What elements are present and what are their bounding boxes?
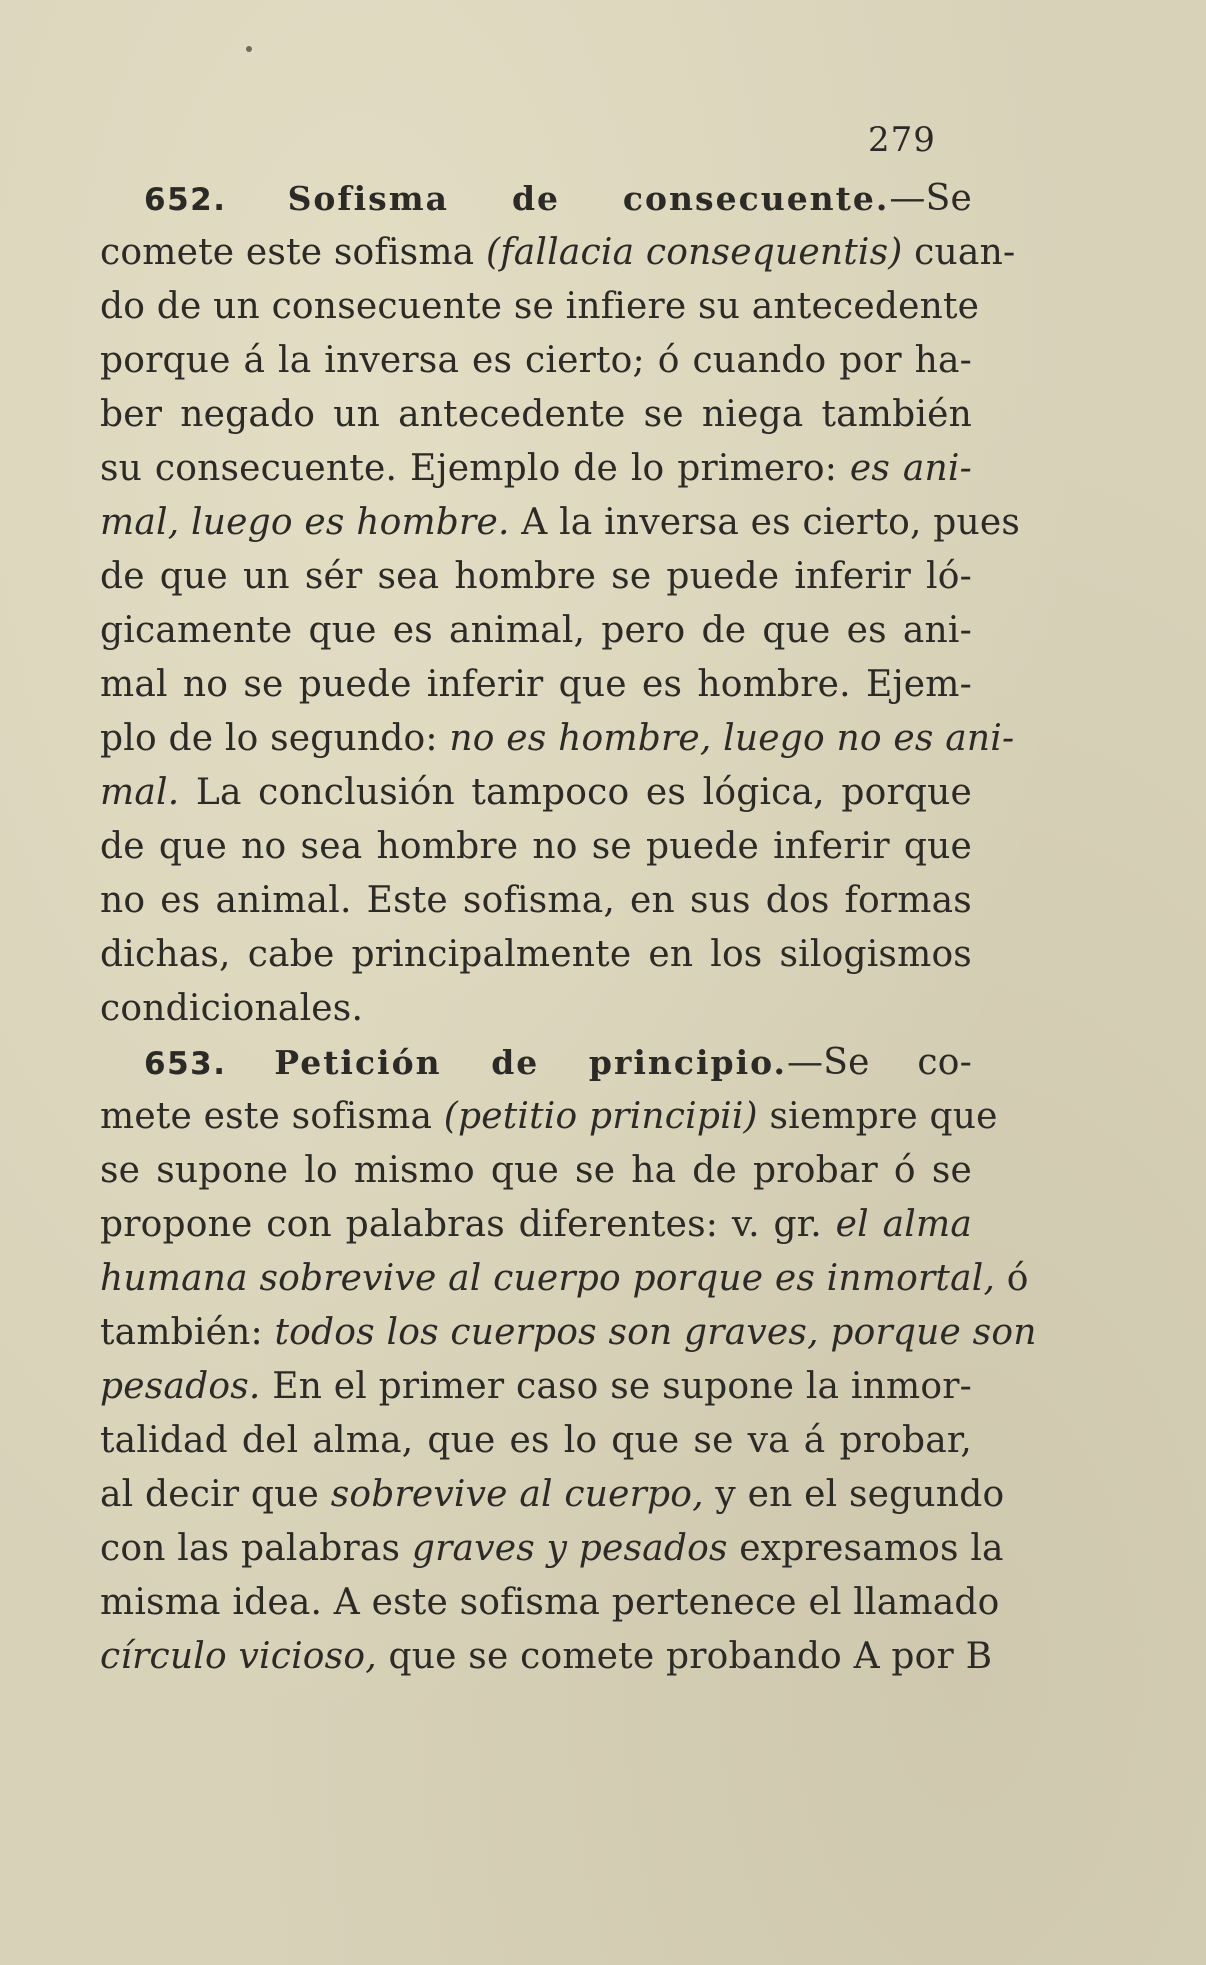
italic-run: es ani- bbox=[849, 448, 972, 489]
text-line bbox=[100, 550, 972, 604]
text-line bbox=[100, 1630, 993, 1684]
text-line bbox=[100, 1360, 972, 1414]
body-text bbox=[100, 172, 1037, 1684]
text-run: A la inversa es cierto, pues bbox=[509, 502, 1021, 543]
text-run: al decir que bbox=[100, 1474, 331, 1515]
text-run: La conclusión tampoco es lógica, porque bbox=[179, 772, 972, 813]
text-line bbox=[100, 442, 972, 496]
text-run: porque á la inversa es cierto; ó cuando por ha- bbox=[100, 340, 972, 381]
text-run: expresamos la bbox=[727, 1528, 1004, 1569]
text-run: que se comete probando A por B bbox=[376, 1636, 993, 1677]
text-line bbox=[100, 1306, 1037, 1360]
text-run: gicamente que es animal, pero de que es ani- bbox=[100, 610, 972, 651]
text-line bbox=[100, 226, 1016, 280]
italic-run: todos los cuerpos son graves, porque son bbox=[274, 1312, 1037, 1353]
text-run: mal no se puede inferir que es hombre. Ejem- bbox=[100, 664, 972, 705]
text-run: En el primer caso se supone la inmor- bbox=[260, 1366, 972, 1407]
text-line bbox=[100, 766, 972, 820]
text-line bbox=[100, 1090, 998, 1144]
text-line bbox=[100, 982, 972, 1036]
italic-run: no es hombre, luego no es ani- bbox=[449, 718, 1015, 759]
text-run: siempre que bbox=[757, 1096, 998, 1137]
text-run: también: bbox=[100, 1312, 275, 1353]
section-653-title: Petición de principio. bbox=[274, 1043, 788, 1082]
text-line bbox=[100, 1144, 972, 1198]
text-line bbox=[100, 820, 972, 874]
text-run: cuan- bbox=[902, 232, 1016, 273]
text-line bbox=[100, 334, 972, 388]
text-line bbox=[100, 928, 972, 982]
text-line bbox=[100, 496, 1021, 550]
ink-speck bbox=[246, 46, 252, 52]
text-run: plo de lo segundo: bbox=[100, 718, 450, 759]
italic-run: mal, luego es hombre. bbox=[100, 502, 510, 543]
text-run: comete este sofisma bbox=[100, 232, 486, 273]
text-line bbox=[100, 874, 972, 928]
text-run: ó bbox=[995, 1258, 1029, 1299]
section-653-heading-line bbox=[100, 1036, 972, 1090]
italic-run: sobrevive al cuerpo, bbox=[330, 1474, 704, 1515]
italic-run: el alma bbox=[835, 1204, 972, 1245]
section-652-title: Sofisma de consecuente. bbox=[287, 179, 890, 218]
text-run: misma idea. A este sofisma pertenece el llamado bbox=[100, 1582, 1000, 1623]
text-run: dichas, cabe principalmente en los silogismos bbox=[100, 934, 972, 975]
text-line bbox=[100, 1522, 1004, 1576]
text-run: no es animal. Este sofisma, en sus dos formas bbox=[100, 880, 972, 921]
italic-run: círculo vicioso, bbox=[100, 1636, 377, 1677]
text-line bbox=[100, 280, 980, 334]
text-line bbox=[100, 1198, 972, 1252]
text-run: su consecuente. Ejemplo de lo primero: bbox=[100, 448, 850, 489]
italic-run: graves y pesados bbox=[411, 1528, 728, 1569]
italic-run: pesados. bbox=[100, 1366, 261, 1407]
section-652-heading-line bbox=[100, 172, 972, 226]
italic-run: (petitio principii) bbox=[443, 1096, 758, 1137]
text-run: do de un consecuente se infiere su antecedente bbox=[100, 286, 980, 327]
italic-run: mal. bbox=[100, 772, 180, 813]
page-number: 279 bbox=[868, 120, 936, 160]
text-run: de que un sér sea hombre se puede inferir ló- bbox=[100, 556, 972, 597]
text-line: —Se co- bbox=[787, 1042, 972, 1083]
text-run: propone con palabras diferentes: v. gr. bbox=[100, 1204, 836, 1245]
text-run: talidad del alma, que es lo que se va á probar, bbox=[100, 1420, 972, 1461]
section-652-number: 652. bbox=[144, 182, 227, 218]
text-line bbox=[100, 1252, 1029, 1306]
text-run: y en el segundo bbox=[703, 1474, 1005, 1515]
text-line bbox=[100, 1414, 972, 1468]
text-run: se supone lo mismo que se ha de probar ó se bbox=[100, 1150, 972, 1191]
text-run: de que no sea hombre no se puede inferir que bbox=[100, 826, 972, 867]
section-653-number: 653. bbox=[144, 1046, 227, 1082]
text-line bbox=[100, 604, 972, 658]
text-line bbox=[100, 658, 972, 712]
italic-run: (fallacia consequentis) bbox=[486, 232, 903, 273]
text-line bbox=[100, 1468, 1005, 1522]
text-run: mete este sofisma bbox=[100, 1096, 444, 1137]
text-line bbox=[100, 388, 972, 442]
italic-run: humana sobrevive al cuerpo porque es inmortal, bbox=[100, 1258, 996, 1299]
text-line bbox=[100, 712, 1015, 766]
text-run: condicionales. bbox=[100, 988, 364, 1029]
text-run: ber negado un antecedente se niega también bbox=[100, 394, 972, 435]
text-run: con las palabras bbox=[100, 1528, 412, 1569]
text-line bbox=[100, 1576, 1000, 1630]
text-line: —Se bbox=[889, 178, 972, 219]
